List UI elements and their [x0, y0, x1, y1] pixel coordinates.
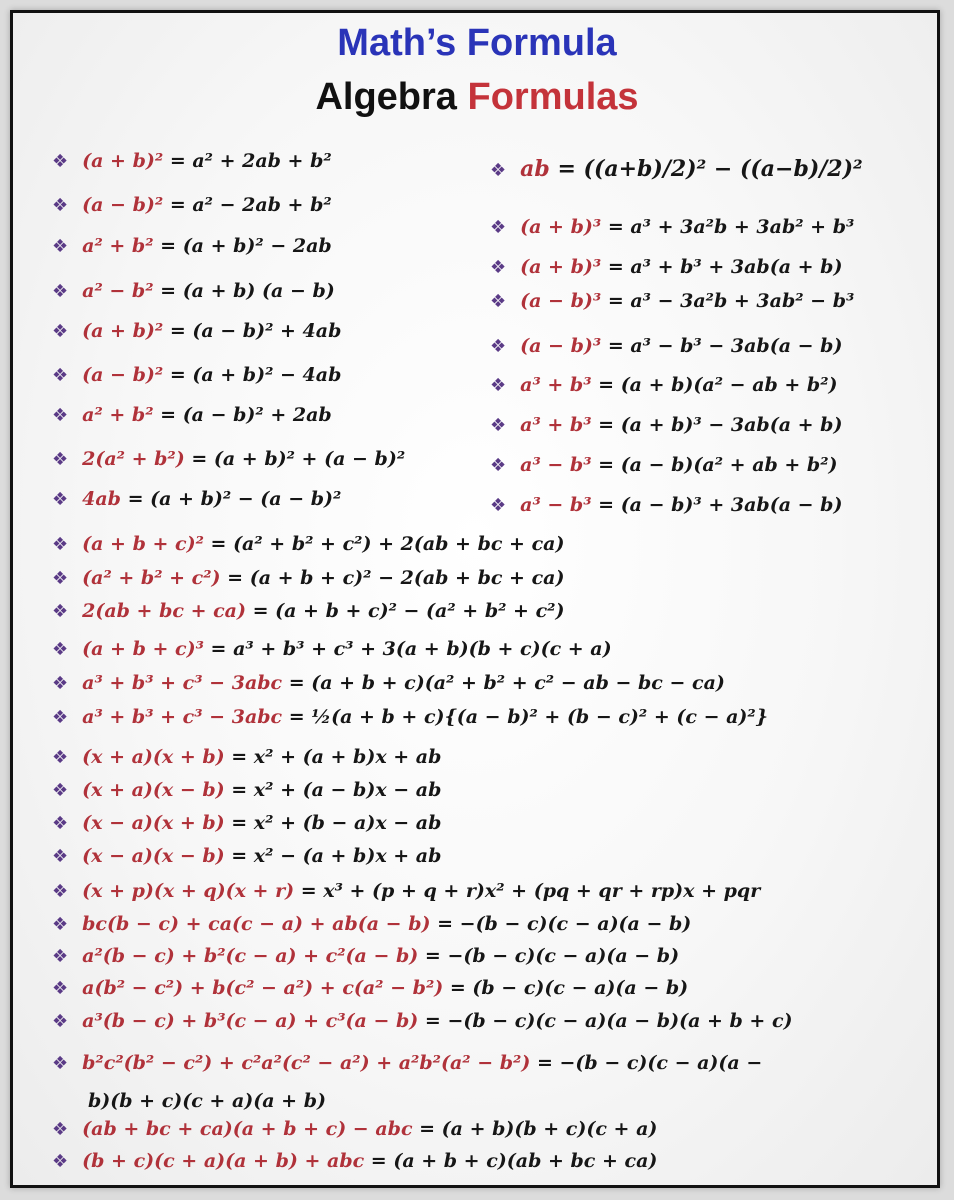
bullet-icon: ❖: [52, 568, 69, 589]
bullet-icon: ❖: [52, 1151, 69, 1172]
formula-lhs: (a − b)³: [520, 290, 608, 312]
bullet-icon: ❖: [490, 336, 507, 357]
formula-rhs: = a³ + 3a²b + 3ab² + b³: [607, 216, 855, 238]
bullet-icon: ❖: [52, 151, 69, 172]
left-formula-row: [52, 490, 341, 509]
bullet-icon: ❖: [52, 673, 69, 694]
formula-lhs: (a − b)²: [82, 194, 170, 216]
bullet-icon: ❖: [490, 455, 507, 476]
left-formula-row: [52, 322, 341, 341]
formula-row: [52, 674, 725, 693]
formula-row: [52, 814, 441, 833]
formula-row: [52, 535, 564, 554]
formula-rhs: = (a + b + c)(ab + bc + ca): [370, 1150, 658, 1172]
left-formula-row: [52, 237, 332, 256]
right-formula-row: [490, 292, 854, 311]
formula-lhs: (x − a)(x + b): [82, 812, 232, 834]
bullet-icon: ❖: [52, 639, 69, 660]
bullet-icon: ❖: [52, 195, 69, 216]
formula-rhs: = (b − c)(c − a)(a − b): [449, 977, 689, 999]
formula-lhs: a²(b − c) + b²(c − a) + c²(a − b): [82, 945, 425, 967]
formula-lhs: (a² + b² + c²): [82, 567, 228, 589]
bullet-icon: ❖: [52, 405, 69, 426]
bullet-icon: ❖: [52, 1053, 69, 1074]
formula-rhs: = (a − b)² + 4ab: [169, 320, 342, 342]
formula-rhs: = (a² + b² + c²) + 2(ab + bc + ca): [210, 533, 565, 555]
left-formula-row: [52, 366, 341, 385]
formula-rhs: = (a + b)² − 4ab: [169, 364, 342, 386]
formula-lhs: a³ + b³: [520, 374, 599, 396]
right-formula-row: [490, 456, 838, 475]
right-formula-row: [490, 496, 842, 515]
left-formula-row: [52, 282, 335, 301]
formula-rhs: = −(b − c)(c − a)(a −: [536, 1052, 763, 1074]
right-formula-row: [490, 218, 854, 237]
formula-lhs: a² + b²: [82, 404, 161, 426]
formula-row: [52, 847, 441, 866]
formula-rhs: = x² + (b − a)x − ab: [231, 812, 442, 834]
bullet-icon: ❖: [52, 1011, 69, 1032]
formula-lhs: a³(b − c) + b³(c − a) + c³(a − b): [82, 1010, 425, 1032]
formula-lhs: (x + a)(x − b): [82, 779, 232, 801]
bullet-icon: ❖: [490, 160, 507, 181]
formula-rhs: = ((a+b)/2)² − ((a−b)/2)²: [557, 156, 863, 182]
formula-lhs: (a − b)²: [82, 364, 170, 386]
formula-rhs: = (a − b)² + 2ab: [160, 404, 332, 426]
left-formula-row: [52, 450, 405, 469]
formula-rhs: = (a + b)³ − 3ab(a + b): [598, 414, 843, 436]
formula-lhs: (a + b)²: [82, 320, 170, 342]
formula-lhs: (x − a)(x − b): [82, 845, 232, 867]
bullet-icon: ❖: [490, 291, 507, 312]
bullet-icon: ❖: [52, 321, 69, 342]
formula-row: [52, 781, 441, 800]
formula-lhs: (a + b)²: [82, 150, 170, 172]
formula-lhs: a² + b²: [82, 235, 161, 257]
subtitle-word-formulas: Formulas: [467, 76, 639, 118]
formula-row: [52, 1054, 762, 1073]
bullet-icon: ❖: [52, 534, 69, 555]
formula-rhs: = a³ + b³ + c³ + 3(a + b)(b + c)(c + a): [210, 638, 612, 660]
formula-lhs: a(b² − c²) + b(c² − a²) + c(a² − b²): [82, 977, 450, 999]
formula-lhs: (ab + bc + ca)(a + b + c) − abc: [82, 1118, 420, 1140]
formula-rhs: = −(b − c)(c − a)(a − b): [437, 913, 692, 935]
bullet-icon: ❖: [52, 601, 69, 622]
right-formula-row: [490, 416, 842, 435]
formula-row: [52, 979, 688, 998]
formula-lhs: 2(a² + b²): [82, 448, 192, 470]
formula-row: [52, 748, 441, 767]
formula-row: [52, 947, 679, 966]
formula-row: [52, 708, 768, 727]
formula-lhs: a³ + b³ + c³ − 3abc: [82, 672, 289, 694]
bullet-icon: ❖: [52, 978, 69, 999]
formula-rhs: = (a − b)(a² + ab + b²): [598, 454, 838, 476]
formula-rhs: = a³ − b³ − 3ab(a − b): [607, 335, 843, 357]
formula-lhs: bc(b − c) + ca(c − a) + ab(a − b): [82, 913, 438, 935]
bullet-icon: ❖: [52, 365, 69, 386]
formula-rhs: = (a − b)³ + 3ab(a − b): [598, 494, 843, 516]
page-subtitle: [0, 76, 954, 119]
formula-lhs: a³ − b³: [520, 454, 599, 476]
formula-rhs: = a² + 2ab + b²: [169, 150, 332, 172]
right-formula-row: [490, 158, 863, 180]
formula-row: [52, 640, 612, 659]
right-formula-row: [490, 337, 842, 356]
formula-rhs: = a³ − 3a²b + 3ab² − b³: [607, 290, 855, 312]
bullet-icon: ❖: [52, 707, 69, 728]
left-formula-row: [52, 152, 332, 171]
bullet-icon: ❖: [52, 281, 69, 302]
formula-rhs: = ½(a + b + c){(a − b)² + (b − c)² + (c − a)²}: [288, 706, 768, 728]
bullet-icon: ❖: [490, 217, 507, 238]
formula-rhs: = (a + b) (a − b): [160, 280, 335, 302]
bullet-icon: ❖: [490, 415, 507, 436]
bullet-icon: ❖: [52, 881, 69, 902]
formula-rhs: = −(b − c)(c − a)(a − b): [424, 945, 680, 967]
bullet-icon: ❖: [52, 813, 69, 834]
bullet-icon: ❖: [52, 747, 69, 768]
formula-rhs: = (a + b)(b + c)(c + a): [419, 1118, 658, 1140]
formula-rhs: = x² − (a + b)x + ab: [231, 845, 442, 867]
left-formula-row: [52, 196, 332, 215]
formula-row: [52, 915, 691, 934]
formula-lhs: a³ − b³: [520, 494, 599, 516]
right-formula-row: [490, 258, 842, 277]
formula-lhs: (x + a)(x + b): [82, 746, 232, 768]
bullet-icon: ❖: [52, 236, 69, 257]
bullet-icon: ❖: [52, 780, 69, 801]
formula-lhs: 2(ab + bc + ca): [82, 600, 253, 622]
formula-lhs: (b + c)(c + a)(a + b) + abc: [82, 1150, 371, 1172]
page-title: Math’s Formula: [337, 22, 617, 64]
formula-rhs: = (a + b)² + (a − b)²: [191, 448, 406, 470]
formula-lhs: (a − b)³: [520, 335, 608, 357]
formula-lhs: a³ + b³: [520, 414, 599, 436]
formula-row: [52, 1120, 657, 1139]
formula-row: [52, 602, 564, 621]
bullet-icon: ❖: [490, 375, 507, 396]
formula-continuation: b)(b + c)(c + a)(a + b): [88, 1090, 326, 1112]
formula-lhs: (x + p)(x + q)(x + r): [82, 880, 301, 902]
formula-rhs: = x³ + (p + q + r)x² + (pq + qr + rp)x + pqr: [300, 880, 761, 902]
formula-row: [52, 1152, 657, 1171]
bullet-icon: ❖: [52, 449, 69, 470]
formula-rhs: = (a + b + c)(a² + b² + c² − ab − bc − ca): [288, 672, 725, 694]
right-formula-row: [490, 376, 838, 395]
formula-rhs: = x² + (a − b)x − ab: [231, 779, 442, 801]
formula-lhs: a³ + b³ + c³ − 3abc: [82, 706, 289, 728]
formula-lhs: ab: [520, 156, 558, 182]
bullet-icon: ❖: [490, 495, 507, 516]
formula-continuation-row: [88, 1092, 326, 1111]
formula-lhs: b²c²(b² − c²) + c²a²(c² − a²) + a²b²(a² − b²): [82, 1052, 537, 1074]
formula-lhs: (a + b)³: [520, 256, 608, 278]
formula-rhs: = a³ + b³ + 3ab(a + b): [607, 256, 843, 278]
formula-row: [52, 1012, 793, 1031]
formula-rhs: = (a + b)² − (a − b)²: [127, 488, 342, 510]
formula-lhs: (a + b)³: [520, 216, 608, 238]
bullet-icon: ❖: [52, 914, 69, 935]
formula-row: [52, 882, 760, 901]
formula-rhs: = (a + b + c)² − (a² + b² + c²): [252, 600, 565, 622]
formula-rhs: = (a + b + c)² − 2(ab + bc + ca): [227, 567, 565, 589]
formula-lhs: (a + b + c)²: [82, 533, 211, 555]
formula-rhs: = a² − 2ab + b²: [169, 194, 332, 216]
formula-rhs: = (a + b)² − 2ab: [160, 235, 332, 257]
subtitle-word-algebra: Algebra: [315, 76, 457, 118]
formula-rhs: = −(b − c)(c − a)(a − b)(a + b + c): [424, 1010, 793, 1032]
bullet-icon: ❖: [52, 489, 69, 510]
formula-lhs: 4ab: [82, 488, 128, 510]
formula-row: [52, 569, 564, 588]
left-formula-row: [52, 406, 332, 425]
bullet-icon: ❖: [52, 846, 69, 867]
formula-rhs: = x² + (a + b)x + ab: [231, 746, 442, 768]
bullet-icon: ❖: [490, 257, 507, 278]
formula-rhs: = (a + b)(a² − ab + b²): [598, 374, 838, 396]
bullet-icon: ❖: [52, 1119, 69, 1140]
bullet-icon: ❖: [52, 946, 69, 967]
formula-lhs: a² − b²: [82, 280, 161, 302]
formula-lhs: (a + b + c)³: [82, 638, 211, 660]
